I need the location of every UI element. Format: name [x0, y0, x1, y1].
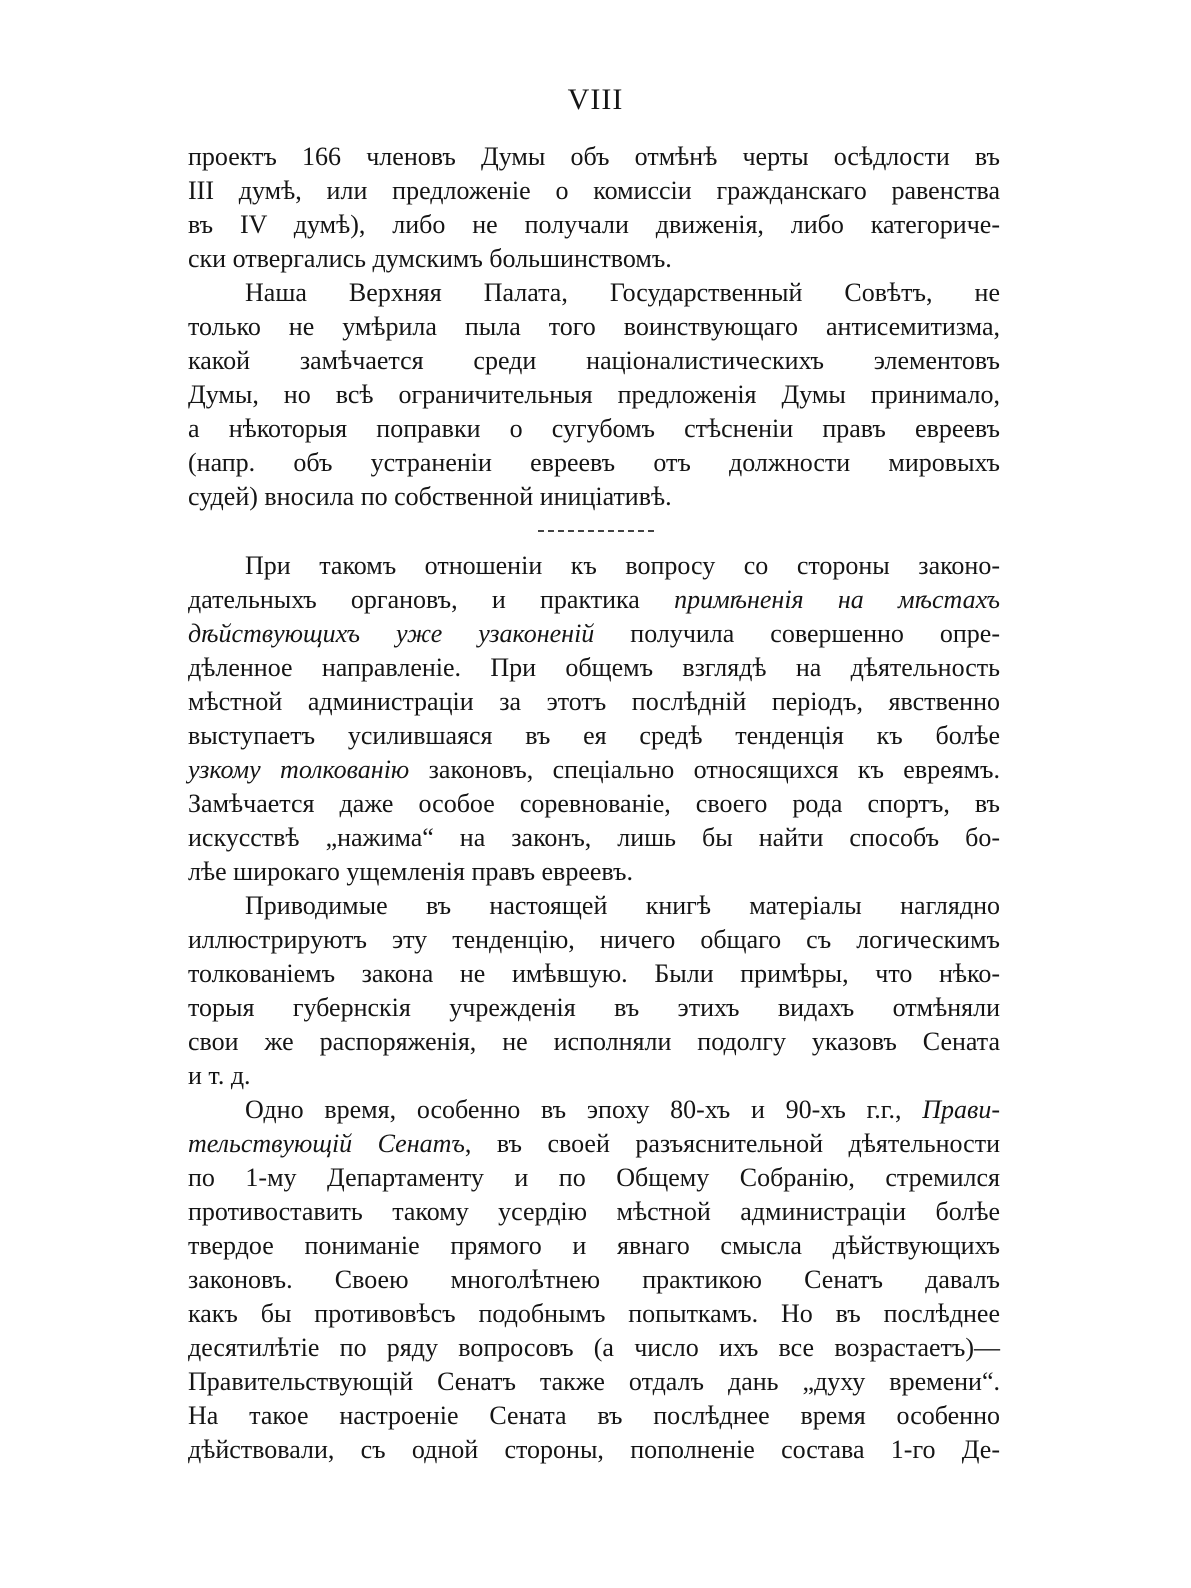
text-line: Наша Верхняя Палата, Государственный Совѣтъ, не	[245, 278, 1000, 307]
paragraph	[188, 1093, 1000, 1467]
text-line: иллюстрируютъ эту тенденцію, ничего общаго съ логическимъ	[188, 925, 1000, 954]
text-line: (напр. объ устраненіи евреевъ отъ должности мировыхъ	[188, 448, 1000, 477]
text-line: свои же распоряженія, не исполняли подолгу указовъ Сената	[188, 1027, 1000, 1056]
text-segment: , въ своей разъяснительной дѣятельности	[464, 1129, 1000, 1158]
text-segment: Одно время, особенно въ эпоху 80-хъ и 90-хъ г.г.,	[245, 1095, 923, 1124]
text-line: законовъ. Своею многолѣтнею практикою Сенатъ давалъ	[188, 1265, 1000, 1294]
italic-phrase: Прави-	[922, 1095, 1000, 1124]
text-line: мѣстной администраціи за этотъ послѣдній періодъ, явственно	[188, 687, 1000, 716]
text-line: искусствѣ „нажима“ на законъ, лишь бы найти способъ бо-	[188, 823, 1000, 852]
text-line: толкованіемъ закона не имѣвшую. Были примѣры, что нѣко-	[188, 959, 1000, 988]
italic-phrase: примѣненія на мѣстахъ	[674, 585, 1000, 614]
page-number: VIII	[567, 83, 624, 116]
italic-phrase: дѣйствующихъ уже узаконеній	[188, 619, 595, 648]
text-line: Правительствующій Сенатъ также отдалъ дань „духу времени“.	[188, 1367, 1000, 1396]
divider-rule	[538, 530, 654, 532]
text-line: III думѣ, или предложеніе о комиссіи гражданскаго равенства	[188, 176, 1000, 205]
text-segment: законовъ, спеціально относящихся къ евреямъ.	[409, 755, 1000, 784]
text-line: и т. д.	[188, 1061, 251, 1090]
text-line	[188, 617, 1000, 651]
paragraph	[188, 549, 1000, 889]
text-line	[188, 753, 1000, 787]
text-line: по 1-му Департаменту и по Общему Собранію, стремился	[188, 1163, 1000, 1192]
text-line: Думы, но всѣ ограничительныя предложенія Думы принимало,	[188, 380, 1000, 409]
italic-phrase: узкому толкованію	[188, 755, 410, 784]
text-line: При такомъ отношеніи къ вопросу со стороны законо-	[245, 551, 1000, 580]
text-line: дѣленное направленіе. При общемъ взглядѣ на дѣятельность	[188, 653, 1000, 682]
text-line	[188, 1093, 1000, 1127]
text-line: только не умѣрила пыла того воинствующаго антисемитизма,	[188, 312, 1000, 341]
text-line: противоставить такому усердію мѣстной администраціи болѣе	[188, 1197, 1000, 1226]
text-line	[188, 583, 1000, 617]
paragraph	[188, 140, 1000, 276]
text-segment: дательныхъ органовъ, и практика	[188, 585, 675, 614]
text-line: проектъ 166 членовъ Думы объ отмѣнѣ черты осѣдлости въ	[188, 142, 1000, 171]
text-line: ски отвергались думскимъ большинствомъ.	[188, 244, 672, 273]
text-line: твердое пониманіе прямого и явнаго смысла дѣйствующихъ	[188, 1231, 1000, 1260]
text-line: На такое настроеніе Сената въ послѣднее время особенно	[188, 1401, 1000, 1430]
text-line: судей) вносила по собственной иниціативѣ.	[188, 482, 672, 511]
text-line: дѣйствовали, съ одной стороны, пополненіе состава 1-го Де-	[188, 1435, 1000, 1464]
paragraph	[188, 276, 1000, 514]
text-line: десятилѣтіе по ряду вопросовъ (а число ихъ все возрастаетъ)—	[188, 1333, 1000, 1362]
italic-phrase: тельствующій Сенатъ	[188, 1129, 465, 1158]
text-segment: получила совершенно опре-	[594, 619, 1000, 648]
text-line: какой замѣчается среди націоналистическихъ элементовъ	[188, 346, 1000, 375]
text-line: Приводимые въ настоящей книгѣ матеріалы наглядно	[245, 891, 1000, 920]
text-line: въ IV думѣ), либо не получали движенія, либо категориче-	[188, 210, 1000, 239]
page-body	[188, 140, 1000, 1467]
text-line: лѣе широкаго ущемленія правъ евреевъ.	[188, 857, 633, 886]
paragraph	[188, 889, 1000, 1093]
text-line: какъ бы противовѣсъ подобнымъ попыткамъ. Но въ послѣднее	[188, 1299, 1000, 1328]
section-divider	[188, 514, 1000, 549]
text-line: выступаетъ усилившаяся въ ея средѣ тенденція къ болѣе	[188, 721, 1000, 750]
text-line	[188, 1127, 1000, 1161]
text-line: торыя губернскія учрежденія въ этихъ видахъ отмѣняли	[188, 993, 1000, 1022]
text-line: а нѣкоторыя поправки о сугубомъ стѣсненіи правъ евреевъ	[188, 414, 1000, 443]
text-line: Замѣчается даже особое соревнованіе, своего рода спортъ, въ	[188, 789, 1000, 818]
